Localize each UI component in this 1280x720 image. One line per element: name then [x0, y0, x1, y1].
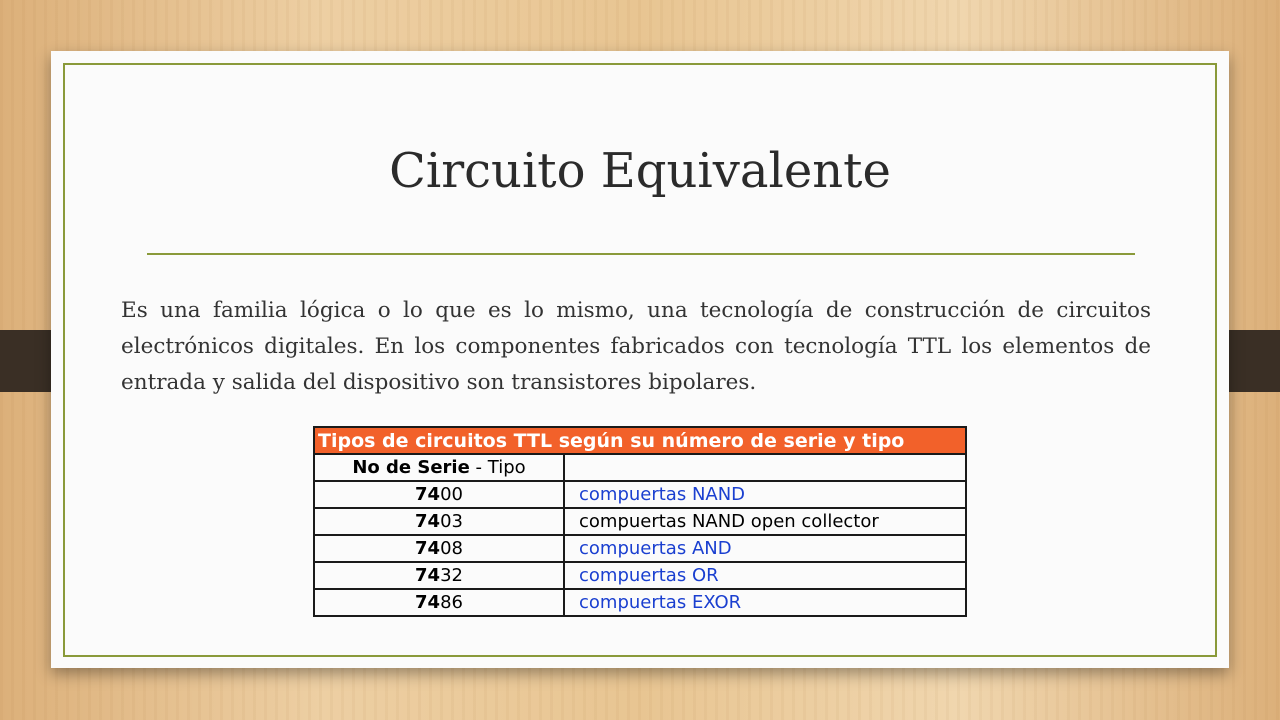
table-row: [314, 589, 966, 616]
table-caption-row: [314, 427, 966, 454]
table-caption: Tipos de circuitos TTL según su número de serie y tipo: [314, 427, 966, 454]
table-row: [314, 481, 966, 508]
serie-cell: [314, 508, 564, 535]
header-separator: -: [469, 457, 488, 478]
serie-prefix: 74: [415, 484, 441, 505]
serie-cell: [314, 535, 564, 562]
serie-suffix: 86: [440, 592, 463, 613]
header-serie-label: No de Serie: [352, 457, 470, 478]
title-divider: [147, 253, 1135, 255]
serie-suffix: 08: [440, 538, 463, 559]
serie-prefix: 74: [415, 511, 441, 532]
serie-prefix: 74: [415, 565, 441, 586]
tipo-link[interactable]: compuertas NAND: [564, 481, 966, 508]
serie-prefix: 74: [415, 592, 441, 613]
table-row: [314, 535, 966, 562]
header-serie-tipo: [314, 454, 564, 481]
serie-suffix: 00: [440, 484, 463, 505]
ttl-series-table: [313, 426, 967, 617]
slide-paper: [51, 51, 1229, 668]
slide-title: Circuito Equivalente: [389, 143, 891, 199]
serie-cell: [314, 481, 564, 508]
tipo-link[interactable]: compuertas EXOR: [564, 589, 966, 616]
serie-cell: [314, 589, 564, 616]
tipo-cell: compuertas NAND open collector: [564, 508, 966, 535]
serie-cell: [314, 562, 564, 589]
table-header-row: [314, 454, 966, 481]
ttl-table-container: [313, 426, 967, 617]
serie-suffix: 03: [440, 511, 463, 532]
table-row: [314, 508, 966, 535]
serie-prefix: 74: [415, 538, 441, 559]
header-empty-cell: [564, 454, 966, 481]
slide-body-text: Es una familia lógica o lo que es lo mismo, una tecnología de construcción de circuitos electrónicos digitales. En los componentes fabricados con tecnología TTL los elementos de entrada y salida del dispositivo son transistores bipolares.: [121, 298, 1151, 395]
tipo-link[interactable]: compuertas OR: [564, 562, 966, 589]
serie-suffix: 32: [440, 565, 463, 586]
table-row: [314, 562, 966, 589]
header-tipo-label: Tipo: [487, 457, 526, 478]
tipo-link[interactable]: compuertas AND: [564, 535, 966, 562]
